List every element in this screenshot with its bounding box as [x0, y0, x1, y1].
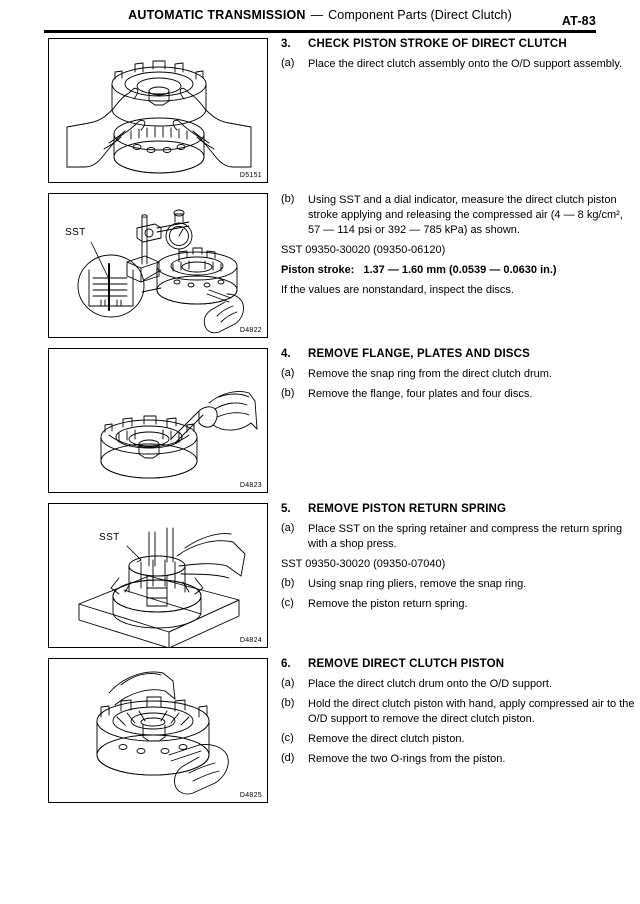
step-6-item-b — [281, 697, 636, 727]
step-5-number: 5. — [281, 503, 291, 515]
step-5-sst-number: SST 09350-30020 (09350-07040) — [281, 558, 446, 570]
step-6-item-c — [281, 732, 636, 747]
step-6-heading — [281, 658, 636, 670]
step-5-title: REMOVE PISTON RETURN SPRING — [308, 503, 507, 515]
figure-d4824 — [48, 503, 268, 648]
step-6-item-d-mark: (d) — [281, 752, 295, 764]
step-3-sst-number: SST 09350-30020 (09350-06120) — [281, 244, 446, 256]
step-6-number: 6. — [281, 658, 291, 670]
figure-d4825 — [48, 658, 268, 803]
step-6-item-c-mark: (c) — [281, 732, 294, 744]
step-5-item-b — [281, 577, 636, 592]
step-4-item-a-text: Remove the snap ring from the direct clutch drum. — [308, 368, 552, 380]
figure-d4823 — [48, 348, 268, 493]
step-4-item-a-mark: (a) — [281, 367, 295, 379]
step-4-heading — [281, 348, 636, 360]
step-4-item-b-text: Remove the flange, four plates and four discs. — [308, 388, 533, 400]
step-3-item-a — [281, 57, 636, 72]
figure-code: D5151 — [239, 172, 262, 179]
figure-code: D4825 — [239, 792, 262, 799]
header-title: AUTOMATIC TRANSMISSION — [128, 8, 306, 22]
header-subtitle: Component Parts (Direct Clutch) — [328, 8, 512, 22]
step-3-title: CHECK PISTON STROKE OF DIRECT CLUTCH — [308, 38, 567, 50]
step-4-item-b-mark: (b) — [281, 387, 295, 399]
page-number: AT-83 — [561, 14, 596, 28]
piston-stroke-spec — [281, 263, 636, 278]
step-5-item-b-mark: (b) — [281, 577, 295, 589]
step-4-item-b — [281, 387, 636, 402]
figure-code: D4823 — [239, 482, 262, 489]
step-6-item-b-text: Hold the direct clutch piston with hand, apply compressed air to the O/D support to remove the direct clutch piston. — [308, 698, 635, 725]
step-5-item-b-text: Using snap ring pliers, remove the snap ring. — [308, 578, 527, 590]
step-4-number: 4. — [281, 348, 291, 360]
step-6-item-d — [281, 752, 636, 767]
figure-d4822 — [48, 193, 268, 338]
figure-sst-label: SST — [65, 227, 86, 238]
figure-d5151 — [48, 38, 268, 183]
step-6-item-b-mark: (b) — [281, 697, 295, 709]
step-3-item-b-mark: (b) — [281, 193, 295, 205]
step-5-item-c-mark: (c) — [281, 597, 294, 609]
step-3-item-b-text: Using SST and a dial indicator, measure the direct clutch piston stroke applying and releasing the compressed air (4 — 8 kg/cm², 57 — 114 psi or 392 — 785 kPa) as shown. — [308, 194, 623, 236]
step-3-note: If the values are nonstandard, inspect the discs. — [281, 284, 514, 296]
step-6-text — [281, 658, 636, 772]
step-5-heading — [281, 503, 636, 515]
step-6-title: REMOVE DIRECT CLUTCH PISTON — [308, 658, 505, 670]
header-row — [44, 8, 596, 28]
step-5-item-a-text: Place SST on the spring retainer and compress the return spring with a shop press. — [308, 523, 623, 550]
step-5-item-c-text: Remove the piston return spring. — [308, 598, 468, 610]
step-6-item-a — [281, 677, 636, 692]
header-rule — [44, 30, 596, 33]
step-6-item-a-text: Place the direct clutch drum onto the O/D support. — [308, 678, 552, 690]
piston-stroke-label: Piston stroke: — [281, 264, 355, 276]
step-4-title: REMOVE FLANGE, PLATES AND DISCS — [308, 348, 530, 360]
step-3b-text — [281, 193, 636, 303]
step-6-item-c-text: Remove the direct clutch piston. — [308, 733, 465, 745]
step-3-item-a-mark: (a) — [281, 57, 295, 69]
figure-sst-label: SST — [99, 532, 120, 543]
step-4-item-a — [281, 367, 636, 382]
step-3-number: 3. — [281, 38, 291, 50]
step-5-item-a — [281, 522, 636, 552]
step-5-item-c — [281, 597, 636, 612]
figure-code: D4822 — [239, 327, 262, 334]
step-3-item-b — [281, 193, 636, 238]
step-3-text — [281, 38, 636, 77]
page-header — [44, 8, 596, 32]
header-dash: — — [310, 8, 324, 22]
step-6-item-a-mark: (a) — [281, 677, 295, 689]
step-5-text — [281, 503, 636, 617]
step-3-item-a-text: Place the direct clutch assembly onto the O/D support assembly. — [308, 58, 623, 70]
step-6-item-d-text: Remove the two O-rings from the piston. — [308, 753, 506, 765]
figure-code: D4824 — [239, 637, 262, 644]
piston-stroke-value: 1.37 — 1.60 mm (0.0539 — 0.0630 in.) — [363, 264, 557, 276]
step-4-text — [281, 348, 636, 407]
step-3-heading — [281, 38, 636, 50]
step-5-item-a-mark: (a) — [281, 522, 295, 534]
